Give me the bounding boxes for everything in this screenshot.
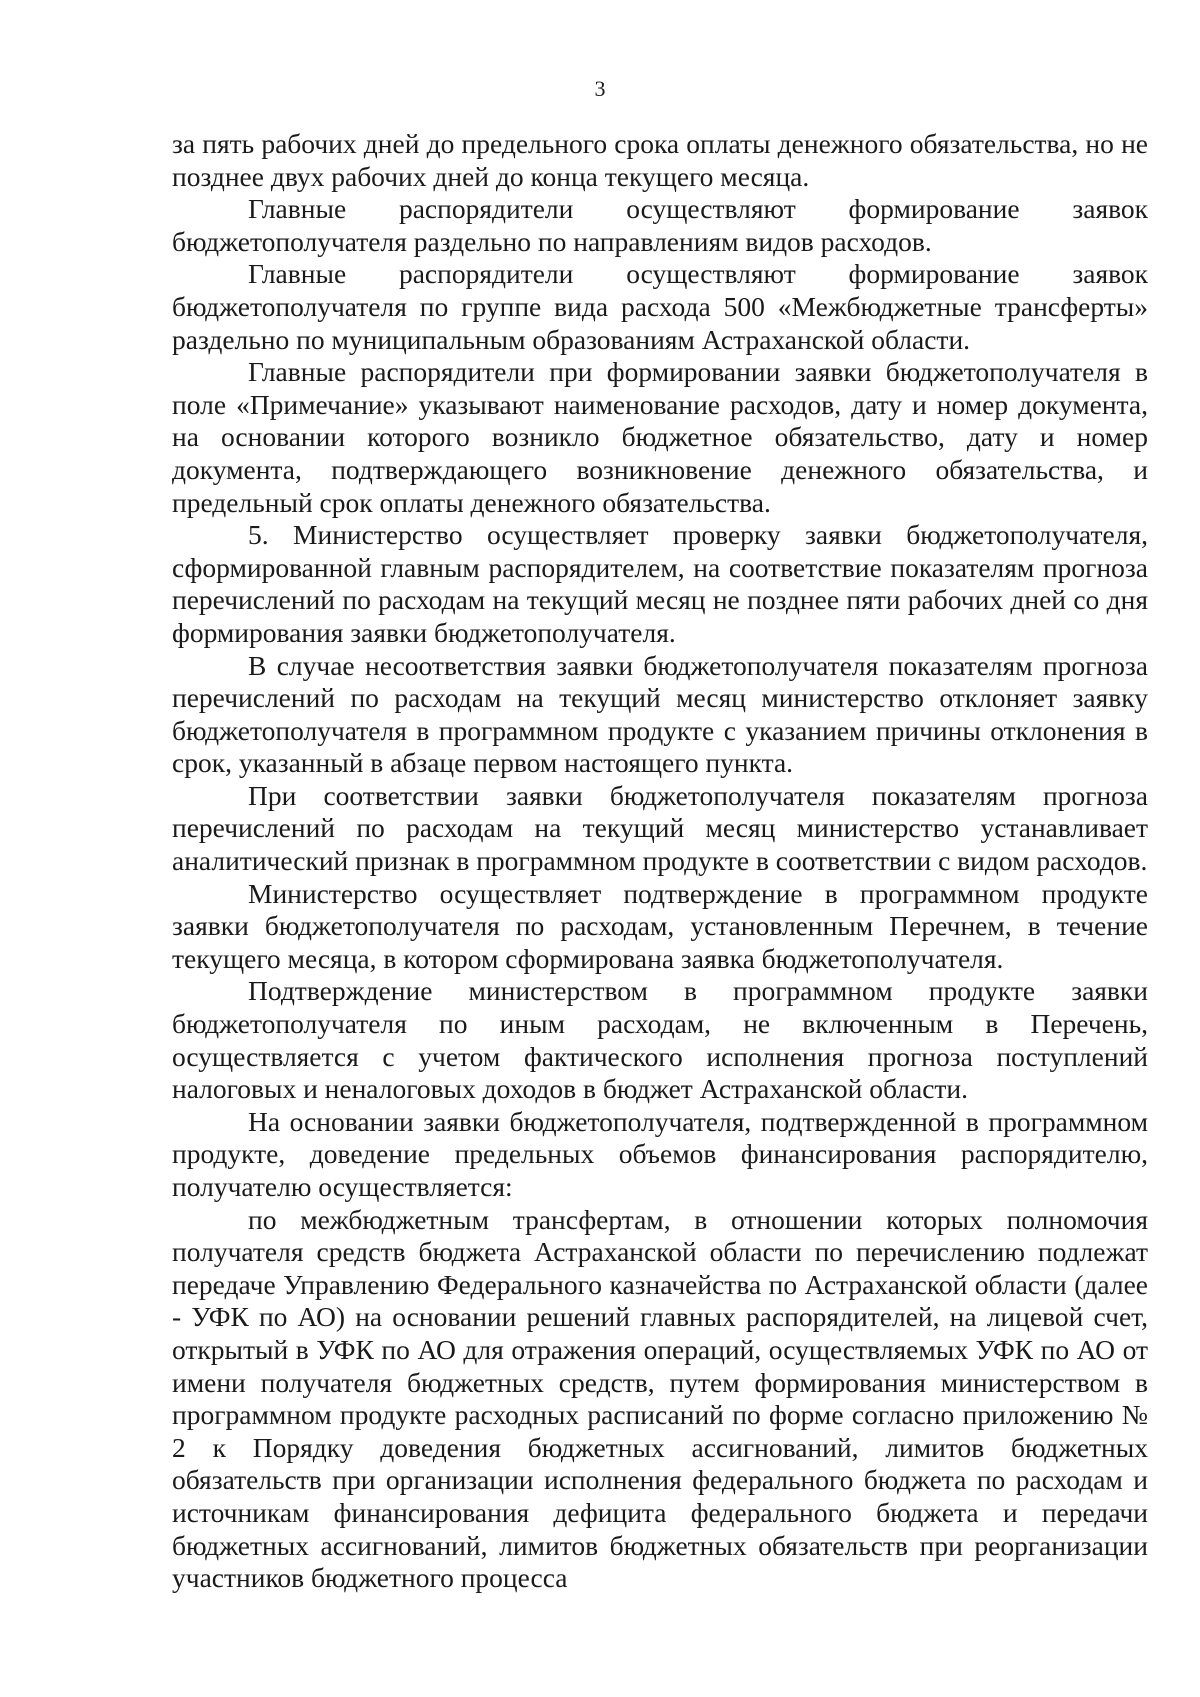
paragraph-interbudget-formation: Главные распорядители осуществляют формирование заявок бюджетополучателя по группе вида расхода 500 «Межбюджетные трансферты» раздельно по муниципальным образованиям Астраханской области. — [172, 258, 1148, 355]
paragraph-note-field: Главные распорядители при формировании заявки бюджетополучателя в поле «Примечание» указывают наименование расходов, дату и номер документа, на основании которого возникло бюджетное обязательство, дату и номер документа, подтверждающего возникновение денежного обязательства, и предельный срок оплаты денежного обязательства. — [172, 356, 1148, 518]
paragraph-separate-formation: Главные распорядители осуществляют формирование заявок бюджетополучателя раздельно по направлениям видов расходов. — [172, 193, 1148, 257]
page-number: 3 — [594, 76, 606, 101]
paragraph-interbudget-transfers: по межбюджетным трансфертам, в отношении которых полномочия получателя средств бюджета Астраханской области по перечислению подлежат передаче Управлению Федерального казначейства по Астраханской области (далее - УФК по АО) на основании решений главных распорядителей, на лицевой счет, открытый в УФК по АО для отражения операций, осуществляемых УФК по АО от имени получателя бюджетных средств, путем формирования министерством в программном продукте расходных расписаний по форме согласно приложению № 2 к Порядку доведения бюджетных ассигнований, лимитов бюджетных обязательств при организации исполнения федерального бюджета по расходам и источникам финансирования дефицита федерального бюджета и передачи бюджетных ассигнований, лимитов бюджетных обязательств при реорганизации участников бюджетного процесса — [172, 1203, 1148, 1594]
paragraph-item-5: 5. Министерство осуществляет проверку заявки бюджетополучателя, сформированной главным распорядителем, на соответствие показателям прогноза перечислений по расходам на текущий месяц не позднее пяти рабочих дней со дня формирования заявки бюджетополучателя. — [172, 519, 1148, 648]
paragraph-other-expenses: Подтверждение министерством в программном продукте заявки бюджетополучателя по иным расходам, не включенным в Перечень, осуществляется с учетом фактического исполнения прогноза поступлений налоговых и неналоговых доходов в бюджет Астраханской области. — [172, 975, 1148, 1105]
paragraph-confirmation: Министерство осуществляет подтверждение в программном продукте заявки бюджетополучателя по расходам, установленным Перечнем, в течение текущего месяца, в котором сформирована заявка бюджетополучателя. — [172, 877, 1148, 974]
paragraph-funding-basis: На основании заявки бюджетополучателя, подтвержденной в программном продукте, доведение предельных объемов финансирования распорядителю, получателю осуществляется: — [172, 1105, 1148, 1202]
paragraph-continuation: за пять рабочих дней до предельного срока оплаты денежного обязательства, но не позднее двух рабочих дней до конца текущего месяца. — [172, 128, 1148, 192]
paragraph-mismatch: В случае несоответствия заявки бюджетополучателя показателям прогноза перечислений по расходам на текущий месяц министерство отклоняет заявку бюджетополучателя в программном продукте с указанием причины отклонения в срок, указанный в абзаце первом настоящего пункта. — [172, 649, 1148, 779]
document-body — [172, 128, 1148, 1595]
paragraph-match: При соответствии заявки бюджетополучателя показателям прогноза перечислений по расходам на текущий месяц министерство устанавливает аналитический признак в программном продукте в соответствии с видом расходов. — [172, 779, 1148, 877]
